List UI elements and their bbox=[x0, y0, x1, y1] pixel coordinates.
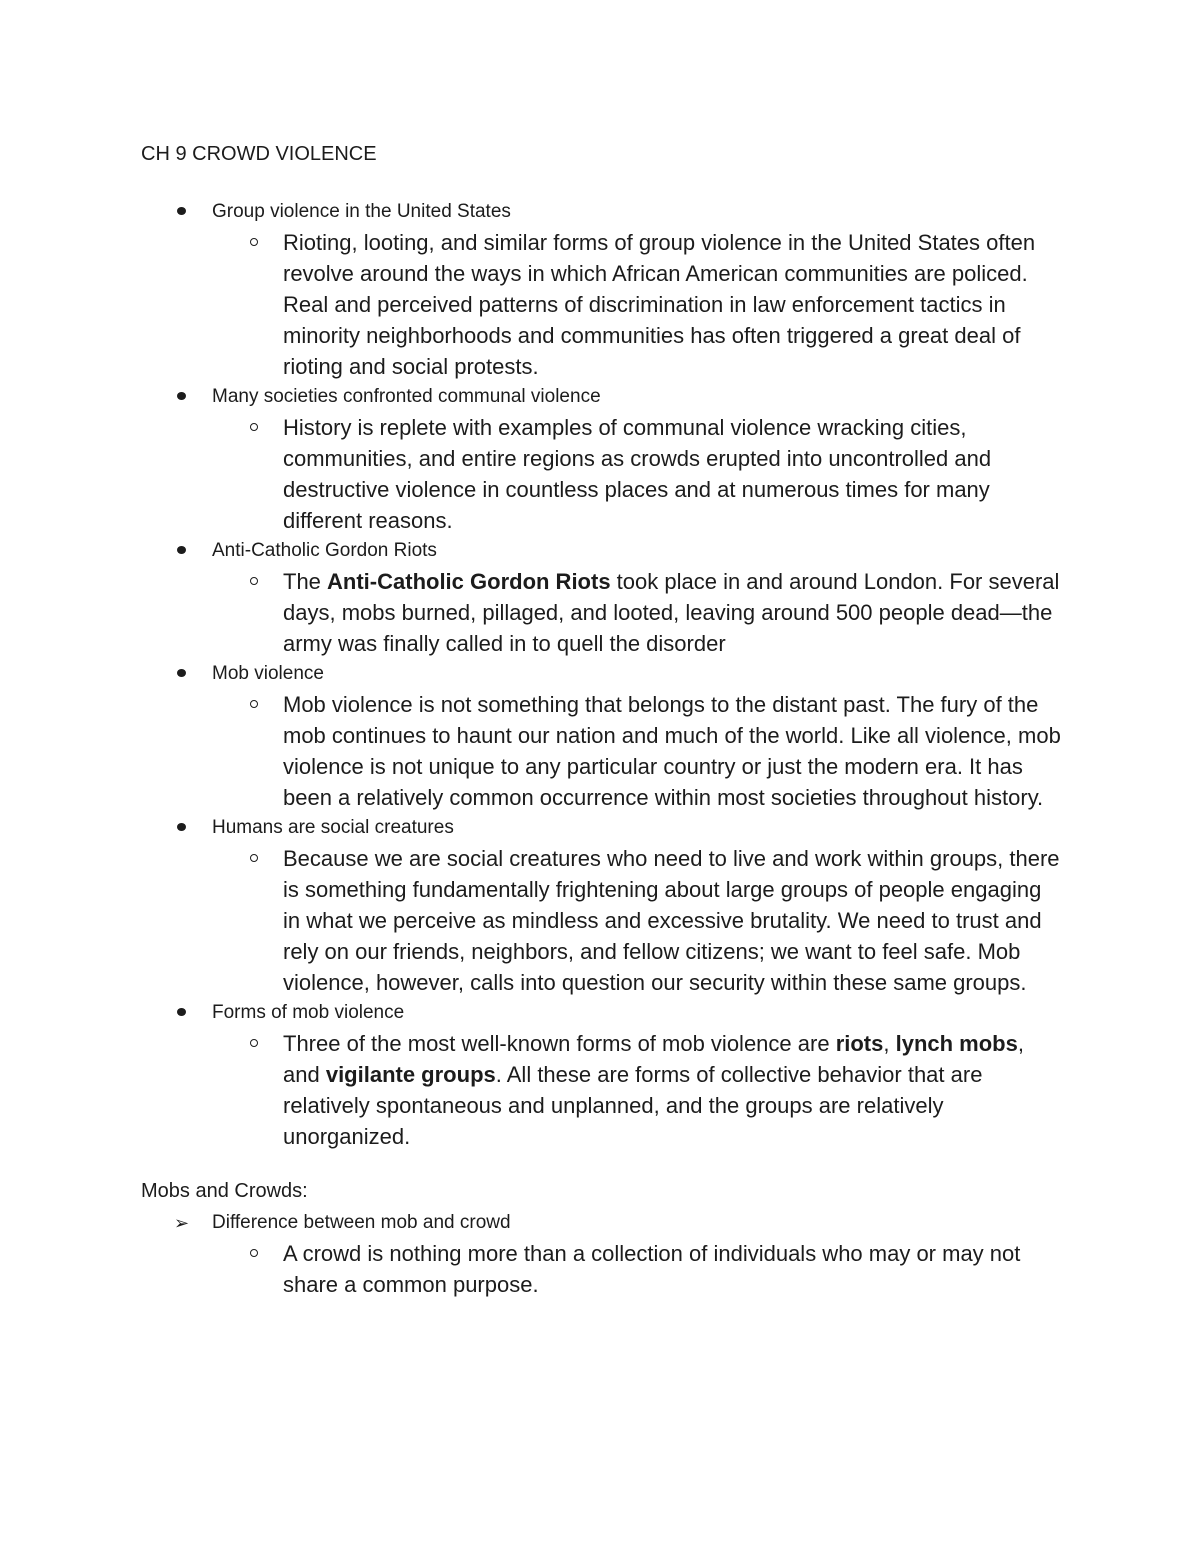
outline-item-mob-vs-crowd bbox=[141, 1208, 1080, 1300]
outline-item-gordon-riots bbox=[141, 536, 1080, 659]
sub-outline bbox=[212, 1028, 1080, 1152]
outline-heading: Difference between mob and crowd bbox=[212, 1212, 511, 1233]
detail-text: Because we are social creatures who need to live and work within groups, there is something fundamentally frightening about large groups of people engaging in what we perceive as mindless and excessive brutality. We need to trust and rely on our friends, neighbors, and fellow citizens; we want to feel safe. Mob violence, however, calls into question our security within these same groups. bbox=[283, 846, 1060, 995]
outline-detail bbox=[212, 1238, 1063, 1300]
outline-detail bbox=[212, 843, 1063, 998]
outline-heading: Mob violence bbox=[212, 663, 324, 684]
outline-item-mob-violence bbox=[141, 659, 1080, 813]
outline-item-group-violence bbox=[141, 197, 1080, 382]
detail-text: Mob violence is not something that belongs to the distant past. The fury of the mob continues to haunt our nation and much of the world. Like all violence, mob violence is not unique to any particular country or just the modern era. It has been a relatively common occurrence within most societies throughout history. bbox=[283, 692, 1061, 810]
bullet-icon bbox=[177, 669, 186, 677]
outline-item-social-creatures bbox=[141, 813, 1080, 998]
detail-text: History is replete with examples of communal violence wracking cities, communities, and entire regions as crowds erupted into uncontrolled and destructive violence in countless places and at numerous times for many different reasons. bbox=[283, 415, 992, 533]
bullet-icon bbox=[177, 1008, 186, 1016]
circle-bullet-icon bbox=[250, 1039, 258, 1047]
outline-heading: Group violence in the United States bbox=[212, 201, 511, 222]
sub-outline bbox=[212, 1238, 1080, 1300]
outline-detail bbox=[212, 412, 1063, 536]
circle-bullet-icon bbox=[250, 854, 258, 862]
arrow-bullet-icon: ➢ bbox=[174, 1213, 190, 1233]
detail-text: Rioting, looting, and similar forms of group violence in the United States often revolve around the ways in which African American communities are policed. Real and perceived patterns of discrimination in law enforcement tactics in minority neighborhoods and communities has often triggered a great deal of rioting and social protests. bbox=[283, 230, 1036, 379]
outline-detail bbox=[212, 1028, 1063, 1152]
outline-detail bbox=[212, 689, 1063, 813]
sub-outline bbox=[212, 689, 1080, 813]
outline-item-communal-violence bbox=[141, 382, 1080, 536]
bullet-icon bbox=[177, 823, 186, 831]
circle-bullet-icon bbox=[250, 423, 258, 431]
sub-outline bbox=[212, 843, 1080, 998]
section-heading-mobs-and-crowds: Mobs and Crowds: bbox=[141, 1180, 308, 1202]
bullet-icon bbox=[177, 207, 186, 215]
spacer bbox=[141, 1152, 1080, 1178]
detail-text-part: took place in and around London. For several days, mobs burned, pillaged, and looted, leaving around 500 people dead—the army was finally called in to quell the disorder bbox=[283, 569, 1060, 656]
outline-detail bbox=[212, 227, 1063, 382]
circle-bullet-icon bbox=[250, 1249, 258, 1257]
outline-detail bbox=[212, 566, 1063, 659]
page-title: CH 9 CROWD VIOLENCE bbox=[141, 143, 377, 165]
bold-term: lynch mobs bbox=[895, 1031, 1018, 1056]
outline-item-forms-of-mob-violence bbox=[141, 998, 1080, 1152]
detail-text-part: . All these are forms of collective behavior that are relatively spontaneous and unplanned, and the groups are relatively unorganized. bbox=[283, 1062, 983, 1149]
bullet-icon bbox=[177, 546, 186, 554]
circle-bullet-icon bbox=[250, 238, 258, 246]
outline-heading: Anti-Catholic Gordon Riots bbox=[212, 540, 437, 561]
main-outline bbox=[141, 197, 1080, 1152]
outline-heading: Forms of mob violence bbox=[212, 1002, 405, 1023]
bullet-icon bbox=[177, 392, 186, 400]
bold-term: riots bbox=[835, 1031, 884, 1056]
sub-outline bbox=[212, 566, 1080, 659]
detail-text-part: The bbox=[283, 569, 328, 594]
bold-term: Anti-Catholic Gordon Riots bbox=[327, 569, 611, 594]
mobs-outline bbox=[141, 1208, 1080, 1300]
sub-outline bbox=[212, 227, 1080, 382]
circle-bullet-icon bbox=[250, 700, 258, 708]
detail-text-part: , and bbox=[283, 1031, 1024, 1087]
circle-bullet-icon bbox=[250, 577, 258, 585]
detail-text-part: Three of the most well-known forms of mob violence are bbox=[283, 1031, 836, 1056]
outline-heading: Humans are social creatures bbox=[212, 817, 454, 838]
bold-term: vigilante groups bbox=[325, 1062, 496, 1087]
detail-text-part: , bbox=[883, 1031, 896, 1056]
sub-outline bbox=[212, 412, 1080, 536]
outline-heading: Many societies confronted communal violence bbox=[212, 386, 601, 407]
detail-text: A crowd is nothing more than a collection of individuals who may or may not share a common purpose. bbox=[283, 1241, 1021, 1297]
